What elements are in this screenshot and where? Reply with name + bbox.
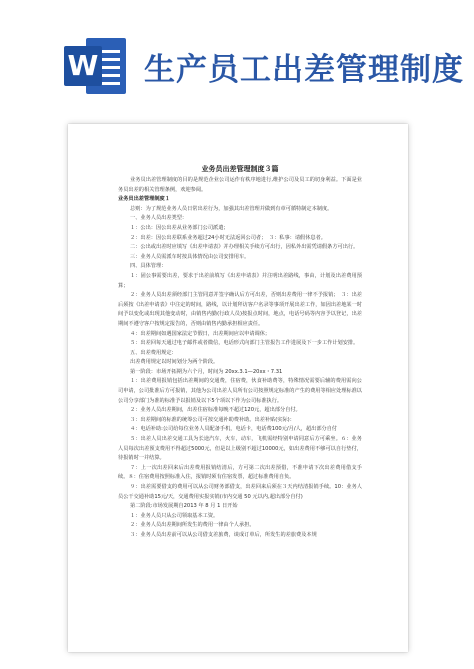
paragraph: １：出差费用报销包括出差期间的交通费，住宿费，伙食补助费等，特殊情况需要后辅的费用需向公司申请，公司批准后方可报销，其他为公司出差人员所有公司按照规定标准的产生的费用等相应处理标准以公司分享部门为准的标准予以报销及以下5个项以下作为公司标准执行。 — [118, 378, 362, 404]
paragraph: 第一阶段：市场开拓期为六个月，时间为 20xx.3.1—20xx・7.31 — [130, 368, 283, 375]
paragraph: ９：出差需要借支的费用可以从公司财务部借支，出差回来后须在３天内结清报销手续。10：业务人员公干交通补助15元/天，交通费用实报实销(市内交通 50 元以内,超出部分自付) — [118, 484, 362, 500]
paragraph: ５：出差人员出差交通工具为长途汽车，火车，动车，飞机需经特别申请同意后方可乘坐。６：业务人员每次出差预支费用不得超过5000元，但是以上级别不超过10000元，如出差费用不够可以自行垫付，待报销时一并结算。 — [118, 436, 362, 462]
paragraph: ３：出差期间的标准的统筹公司可按交通补助费补助。出差补贴(实际)： — [130, 416, 295, 423]
paragraph: 第二阶段:市场发展期自2013 年 8 月 1 日开始 — [130, 503, 238, 510]
paragraph: 五、出差费用规定： — [130, 349, 177, 356]
section-heading: 业务员出差管理制度１ — [118, 196, 170, 203]
paragraph: １：业务人员只从公司领取基本工资。 — [130, 512, 219, 519]
paragraph-list — [118, 176, 362, 541]
paragraph: ４：出差期间如遇国家法定节假日，出差期间应以申请调休； — [130, 330, 271, 337]
paragraph: 业务员出差管理制度的目的是规范企业公司运作有秩序地进行,维护公司及员工的切身利益。下面是业务员出差的相关管理条例，欢迎参阅。 — [118, 177, 362, 193]
word-logo-tile — [64, 46, 102, 86]
paragraph: ２：出差：因公出差联系业务超过24小时无法返回公司者； ３：私事：请假休息者。 — [130, 234, 326, 241]
paragraph: １：固公事需要出差，要求于出差前填写《出差申请表》并注明出差路线，事由，计划及出差费用预算； — [118, 272, 362, 289]
paragraph: 三：业务人员需派车时按具体情况由公司安排用车。 — [130, 253, 250, 260]
paragraph: 二：公出或出差时应填写《出差申请表》并办理相关手续方可出行，因私外出需凭请假条方可出行。 — [130, 244, 359, 251]
banner — [0, 0, 474, 100]
paragraph: ７：上一次出差回来后出差费用报销结清后，方可第二次出差预借，不准申请下次出差费用借支手续。８：住宿费用按照标准入住，报销时须有住宿发票，超过标准费用自负。 — [118, 464, 362, 481]
document-page — [68, 124, 408, 652]
paragraph: １：公出：因公出差从业务部门公司派遣； — [130, 224, 229, 231]
word-document-icon — [64, 38, 128, 94]
paragraph: ２：业务人员出差期间所发生的费用一律由个人承担。 — [130, 522, 255, 529]
paragraph: 一、业务人员出差类型： — [130, 215, 188, 222]
word-logo-letter: W — [67, 49, 99, 82]
document-body — [118, 164, 362, 541]
paragraph: ２：业务人员出差期间，出差住宿标准每晚不超过120元，超出部分自付。 — [130, 407, 301, 414]
document-title: 业务员出差管理制度３篇 — [201, 165, 279, 173]
paragraph: 总则：为了规范业务人员日常出差行为，加强其出差管理并做到有章可循特制定本制度。 — [130, 205, 333, 212]
paragraph: ４：电话补助:公司给每位业务人员配备手机，电话卡，电话费100元/月/人，超出部分自付 — [130, 426, 338, 433]
paragraph: ５：出差回每天通过电子邮件或者微信，电话形式向部门主管报告工作进展及下一步工作计划安排。 — [130, 340, 359, 347]
paragraph: ３：业务人员出差前可以从公司借支差旅费，谈成订单后，所发生的差旅费及本规 — [130, 531, 317, 538]
paragraph: 出差费用规定以时间划分为两个阶段。 — [130, 359, 219, 366]
paragraph: 四、具体管理： — [130, 263, 167, 270]
banner-title: 生产员工出差管理制度 — [144, 52, 464, 88]
paragraph: ２：业务人员出差须经部门主管同意并签字确认后方可出差，否则出差费用一律不予报销； ３：出差后须按《出差申请表》中注定的时间，路线，以计划拜访客户名录等事项开展出差工作，如因出差地某一时间予以变化或出现其他变动时，由销售内勤(行政人员)按报点时间，地点，电话号码等内容予以登记，出差期间不遵守客户按规定报告的，否则由销售内勤承担相应责任。 — [118, 292, 362, 327]
